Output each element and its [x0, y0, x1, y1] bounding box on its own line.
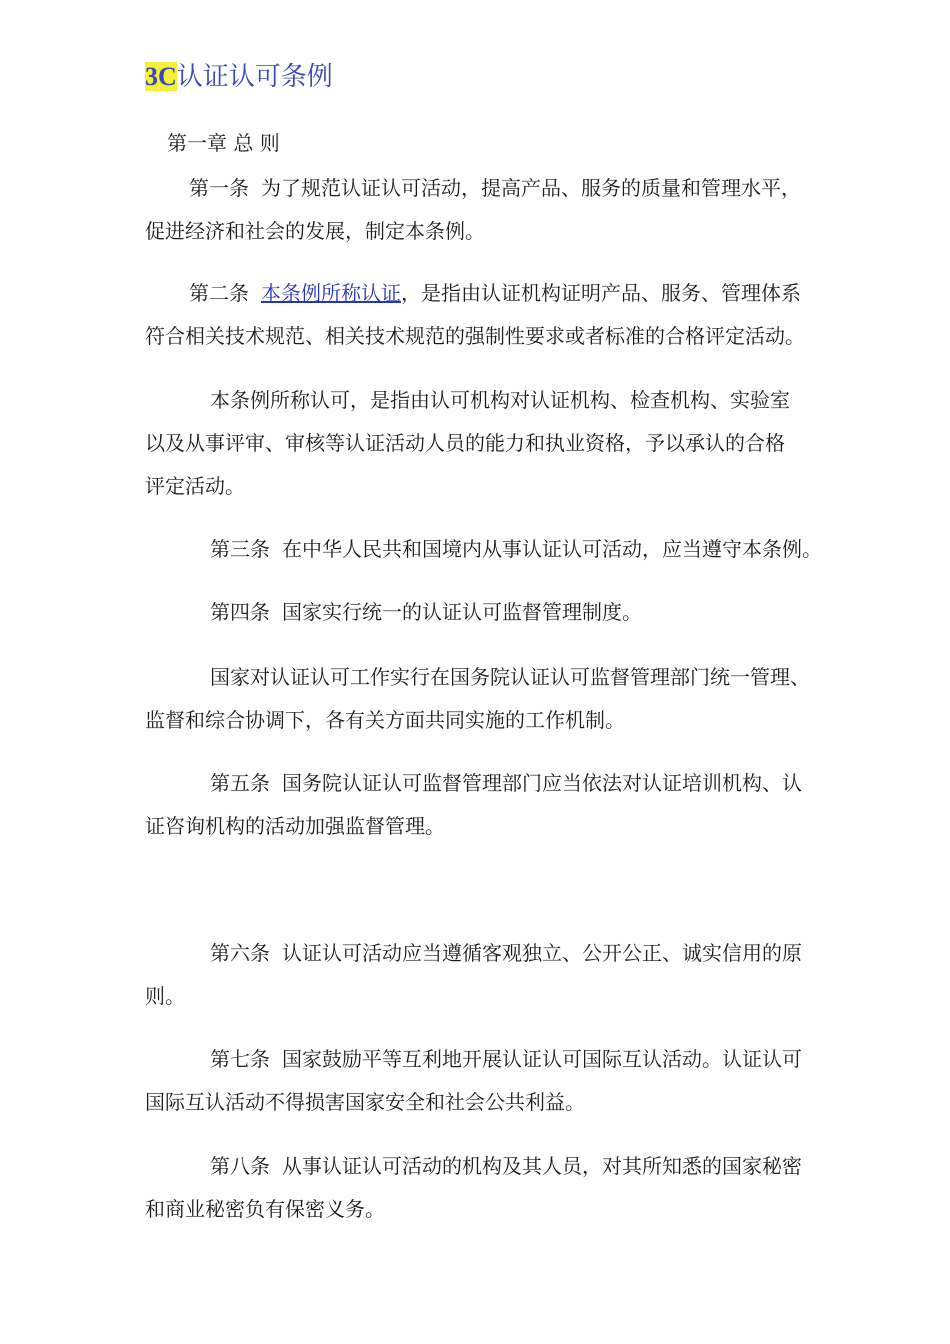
title-highlight: 3C: [145, 62, 177, 91]
article-2-link[interactable]: 本条例所称认证: [261, 281, 401, 305]
document-title: [145, 60, 333, 94]
article-6: 第六条 认证认可活动应当遵循客观独立、公开公正、诚实信用的原 则。: [145, 941, 802, 1008]
article-6-label: 第六条: [210, 941, 270, 965]
article-7-label: 第七条: [210, 1047, 270, 1071]
article-2: 第二条 本条例所称认证，是指由认证机构证明产品、服务、管理体系 符合相关技术规范、相关技术规范的强制性要求或者标准的合格评定活动。: [145, 281, 805, 348]
article-2-label: 第二条: [189, 281, 249, 305]
article-5: 第五条 国务院认证认可监督管理部门应当依法对认证培训机构、认 证咨询机构的活动加强监督管理。: [145, 771, 802, 838]
chapter-heading: 第一章 总 则: [167, 131, 280, 155]
article-3-label: 第三条: [210, 537, 270, 561]
article-1: 第一条 为了规范认证认可活动，提高产品、服务的质量和管理水平， 促进经济和社会的发展，制定本条例。: [145, 176, 801, 243]
article-4-label: 第四条: [210, 600, 270, 624]
article-7: 第七条 国家鼓励平等互利地开展认证认可国际互认活动。认证认可 国际互认活动不得损害国家安全和社会公共利益。: [145, 1047, 802, 1114]
article-1-label: 第一条: [189, 176, 249, 200]
article-4-paragraph-2: 国家对认证认可工作实行在国务院认证认可监督管理部门统一管理、 监督和综合协调下，各有关方面共同实施的工作机制。: [145, 665, 810, 732]
article-4: 第四条 国家实行统一的认证认可监督管理制度。: [210, 600, 642, 624]
article-5-label: 第五条: [210, 771, 270, 795]
title-text: 认证认可条例: [176, 62, 333, 92]
article-8-label: 第八条: [210, 1154, 270, 1178]
article-3: 第三条 在中华人民共和国境内从事认证认可活动，应当遵守本条例。: [210, 537, 822, 561]
article-8: 第八条 从事认证认可活动的机构及其人员，对其所知悉的国家秘密 和商业秘密负有保密义务。: [145, 1154, 802, 1221]
article-2-paragraph-2: 本条例所称认可，是指由认可机构对认证机构、检查机构、实验室 以及从事评审、审核等认证活动人员的能力和执业资格，予以承认的合格 评定活动。: [145, 388, 790, 498]
